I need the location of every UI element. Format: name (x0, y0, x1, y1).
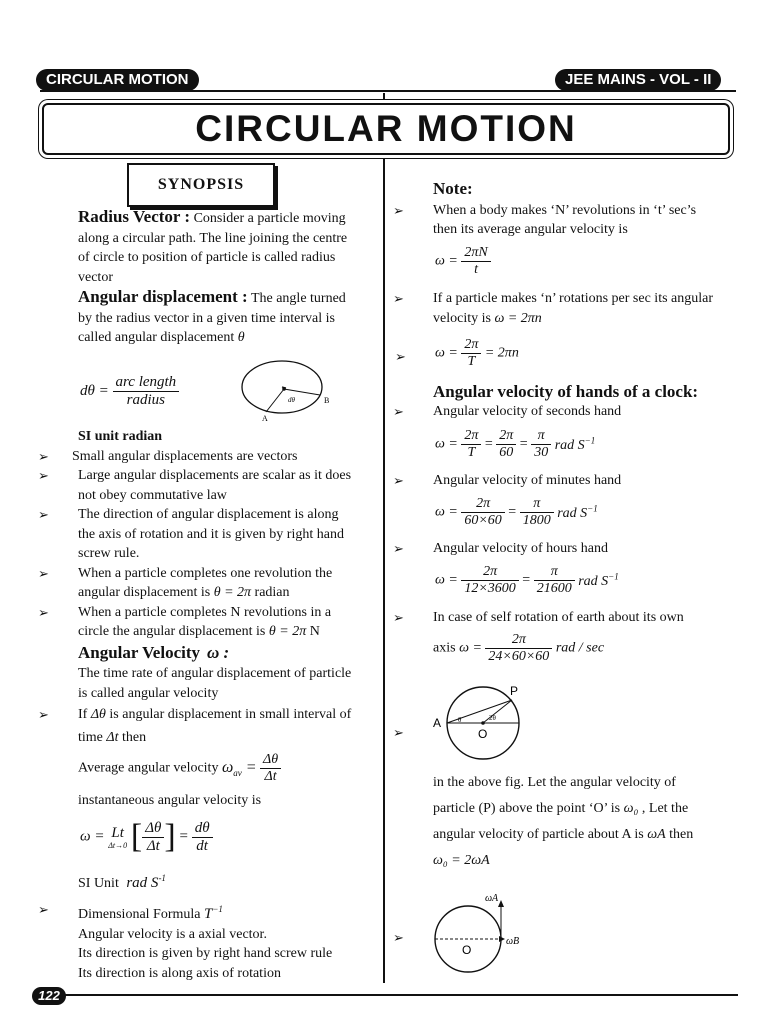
text: angular velocity of particle about A is (433, 827, 644, 842)
inst-numerator-2: dθ (192, 820, 213, 838)
angular-displacement-heading: Angular displacement : (78, 287, 248, 306)
omega-b-label: ωB (506, 936, 520, 947)
n1-numerator: 2πN (461, 245, 490, 262)
figure-label-b: B (324, 396, 330, 405)
page-number: 122 (32, 987, 66, 1005)
si-unit-line (78, 873, 166, 892)
avg-label: Average angular velocity (78, 760, 219, 776)
formula-minutes-hand: ω = $\frac{2\pi}{60\times 60}$ = $\frac{\pi}{1800}$ rad $S^{-1}$ (435, 496, 598, 528)
bullet-icon: ➢ (393, 610, 404, 625)
omega-vectors-figure (430, 888, 540, 978)
minutes-hand (393, 471, 733, 491)
bullet-icon: ➢ (393, 291, 404, 306)
bullet-text: Its direction is given by right hand screw rule (78, 946, 333, 961)
average-angular-velocity: Average angular velocity $\omega_{av}$ = $\frac{\Delta\theta}{\Delta t}$ (78, 752, 281, 785)
footer-rule (40, 994, 738, 996)
limit-subscript: Δt→0 (108, 840, 128, 850)
left-bullets (38, 427, 376, 747)
bullet-icon: ➢ (393, 541, 404, 556)
bullet-icon: ➢ (393, 930, 404, 945)
chapter-tab: CIRCULAR MOTION (36, 69, 199, 91)
c1-unit: rad S (554, 437, 585, 453)
c3-n2: π (534, 564, 575, 581)
text: The time rate of angular displacement of particle (78, 666, 352, 681)
c2-d1: 60×60 (464, 513, 502, 528)
instantaneous-label: instantaneous angular velocity is (78, 793, 262, 808)
text: The angle turned (250, 291, 346, 306)
bullet-text: Dimensional Formula (78, 907, 201, 922)
formula-denominator: radius (126, 392, 166, 408)
omega-a: ωA (647, 827, 666, 842)
omega-relation: ω₀ = 2ωA (433, 853, 490, 868)
label-o: O (462, 943, 472, 957)
text: then (669, 827, 694, 842)
c3-d2: 21600 (536, 581, 572, 596)
c2-lhs: ω = (435, 504, 458, 520)
bullet-text: When a particle completes one revolution the (78, 565, 333, 581)
label-2theta: 2θ (489, 714, 496, 722)
c1-n2: 2π (496, 428, 516, 445)
label-a: A (433, 716, 442, 730)
bullet-text: When a particle completes N revolutions in a (78, 604, 332, 620)
figure-label-a: A (262, 414, 268, 423)
c3-lhs: ω = (435, 572, 458, 588)
n3-rhs: = 2πn (484, 345, 519, 361)
bullet-icon: ➢ (393, 202, 404, 218)
formula-lhs: dθ = (80, 383, 109, 399)
c4-numerator: 2π (485, 632, 552, 649)
bullet-text: Angular velocity of seconds hand (433, 403, 622, 419)
page-title: CIRCULAR MOTION (195, 108, 577, 149)
bullet-icon: ➢ (395, 349, 406, 364)
c1-unit-exp: −1 (584, 435, 596, 446)
formula-earth (433, 632, 604, 665)
avg-denominator: Δt (264, 769, 277, 784)
bullet-text: angular displacement is (78, 585, 211, 600)
inst-numerator: Δθ (142, 820, 164, 838)
c3-n1: 2π (461, 564, 518, 581)
text: Consider a particle moving (193, 211, 346, 226)
c1-n1: 2π (461, 428, 481, 445)
bullet-icon: ➢ (38, 507, 49, 522)
equation: Δt (106, 729, 119, 745)
theta-symbol: θ (237, 330, 245, 345)
text: , Let the (641, 801, 689, 816)
c3-d1: 12×3600 (464, 581, 516, 596)
particle-angle-figure (428, 683, 528, 768)
bullet-icon: ➢ (393, 725, 404, 740)
bullet-icon: ➢ (38, 707, 49, 722)
inst-denominator: Δt (146, 837, 160, 854)
bullet-text: If a particle makes ‘n’ rotations per sec its angular (433, 291, 714, 306)
text: by the radius vector in a given time interval is (78, 310, 335, 326)
center-divider (383, 93, 385, 983)
bullet-text: not obey commutative law (78, 487, 227, 503)
n3-numerator: 2π (461, 337, 481, 354)
text: vector (78, 269, 113, 285)
bullet-text: Large angular displacements are scalar as it does (78, 468, 352, 483)
label-o: O (478, 727, 488, 741)
bullet-text: time (78, 729, 103, 745)
bullet-text: screw rule. (78, 546, 140, 561)
label-theta: θ (458, 716, 462, 724)
figure-label-dtheta: dθ (288, 396, 295, 404)
bullet-icon: ➢ (38, 604, 49, 620)
bullet-text: The direction of angular displacement is along (78, 507, 339, 522)
bullet-icon: ➢ (38, 902, 49, 917)
clock-heading: Angular velocity of hands of a clock: (433, 382, 699, 401)
volume-tab: JEE MAINS - VOL - II (555, 69, 721, 91)
axis-label: axis (433, 640, 456, 656)
inst-lhs: ω = (80, 828, 105, 845)
bullet-text: When a body makes ‘N’ revolutions in ‘t’ sec’s (433, 202, 697, 218)
avg-subscript: av (233, 768, 242, 779)
c4-unit: rad / sec (555, 640, 605, 656)
si-label: SI Unit (78, 876, 119, 891)
text: in the above fig. Let the angular velocity of (433, 775, 676, 790)
text: called angular displacement (78, 330, 235, 345)
bullet-text: then (122, 729, 147, 745)
angular-displacement-figure (236, 355, 336, 425)
c1-n3: π (531, 428, 551, 445)
c2-n1: 2π (461, 496, 504, 513)
synopsis-box: SYNOPSIS (127, 163, 275, 207)
bullet-text: then its average angular velocity is (433, 222, 628, 237)
equation: θ = 2π (213, 585, 252, 600)
formula-hours-hand: ω = $\frac{2\pi}{12\times 3600}$ = $\frac{\pi}{21600}$ rad $S^{-1}$ (435, 564, 619, 596)
c2-n2: π (520, 496, 554, 513)
c1-lhs: ω = (435, 436, 458, 452)
bullet-text: is angular displacement in small interval of (109, 707, 352, 722)
c4-lhs: ω = (459, 640, 482, 656)
bullet-text: Angular velocity of minutes hand (433, 473, 622, 488)
c2-unit: rad S (557, 505, 588, 521)
limit-operator: Lt (111, 824, 124, 841)
bullet-text: Angular velocity of hours hand (433, 541, 608, 556)
text: particle (P) above the point ‘O’ is (433, 801, 621, 816)
bullet-text: circle the angular displacement is (78, 624, 266, 639)
angular-velocity-heading: Angular Velocity (78, 642, 201, 662)
text: of circle to position of particle is called radius (78, 250, 336, 265)
bullet-text: In case of self rotation of earth about its own (433, 610, 684, 625)
bullet-text: Its direction is along axis of rotation (78, 965, 281, 981)
right-column (393, 179, 733, 240)
note-heading: Note: (433, 179, 473, 198)
bullet-text: N (309, 624, 320, 639)
bullet-text: velocity is (433, 310, 491, 326)
c1-d1: T (467, 445, 476, 460)
c2-unit-exp: −1 (587, 503, 598, 514)
si-exponent: -1 (158, 873, 166, 883)
c3-unit: rad S (578, 573, 609, 589)
bullet-text: Small angular displacements are vectors (72, 448, 298, 464)
c4-denominator: 24×60×60 (488, 649, 550, 664)
text: is called angular velocity (78, 685, 219, 701)
c2-d2: 1800 (522, 513, 551, 528)
n1-lhs: ω = (435, 253, 458, 269)
formula-n1 (435, 245, 491, 278)
c1-d2: 60 (499, 445, 514, 460)
right-block-2 (393, 289, 733, 328)
formula-numerator: arc length (113, 374, 180, 392)
dimension-value: T (204, 906, 213, 922)
si-value: rad S (126, 875, 159, 891)
n3-lhs: ω = (435, 345, 458, 361)
bullet-text: Angular velocity is a axial vector. (78, 926, 267, 942)
bullet-icon: ➢ (38, 468, 49, 483)
text: along a circular path. The line joining the centre (78, 230, 348, 246)
equation: θ = 2π (268, 624, 307, 639)
bullet-text: the axis of rotation and it is given by right hand (78, 526, 344, 542)
label-p: P (510, 684, 519, 698)
omega-a-label: ωA (485, 893, 499, 904)
omega-zero: ω₀ (623, 801, 639, 816)
bullet-icon: ➢ (38, 565, 49, 581)
dimension-exponent: −1 (212, 904, 223, 914)
clock-section (393, 382, 733, 421)
title-box (42, 103, 730, 155)
hours-hand (393, 539, 733, 559)
n3-denominator: T (467, 354, 476, 369)
avg-omega: ω (221, 758, 234, 776)
figure-description (433, 770, 733, 874)
formula-seconds-hand: ω = $\frac{2\pi}{T}$ = $\frac{2\pi}{60}$ = $\frac{\pi}{30}$ rad $S^{-1}$ (435, 428, 596, 460)
bullet-icon: ➢ (38, 448, 49, 464)
bullet-icon: ➢ (393, 473, 404, 488)
c1-d3: 30 (534, 445, 549, 460)
equation: ω = 2πn (494, 310, 542, 326)
si-unit-radian: SI unit radian (78, 429, 163, 444)
left-bottom-bullets (38, 900, 376, 983)
c3-unit-exp: −1 (608, 571, 619, 582)
formula-n3 (395, 337, 519, 370)
omega-symbol: ω : (207, 642, 230, 662)
equation: Δθ (90, 707, 106, 722)
bullet-text: If (78, 707, 88, 722)
radius-vector-heading: Radius Vector : (78, 207, 191, 226)
avg-numerator: Δθ (260, 752, 281, 769)
formula-dtheta (80, 374, 179, 409)
n1-denominator: t (474, 262, 478, 277)
bullet-icon: ➢ (393, 403, 404, 419)
earth-rotation (393, 608, 733, 628)
left-column (78, 207, 376, 348)
inst-denominator-2: dt (196, 837, 208, 854)
bullet-text: radian (254, 585, 290, 600)
instantaneous-formula: ω = Lt Δt→0 [ $\frac{\Delta\theta}{\Delta t}$ ] = $\frac{d\theta}{dt}$ (80, 818, 213, 856)
header-rule (40, 90, 736, 92)
